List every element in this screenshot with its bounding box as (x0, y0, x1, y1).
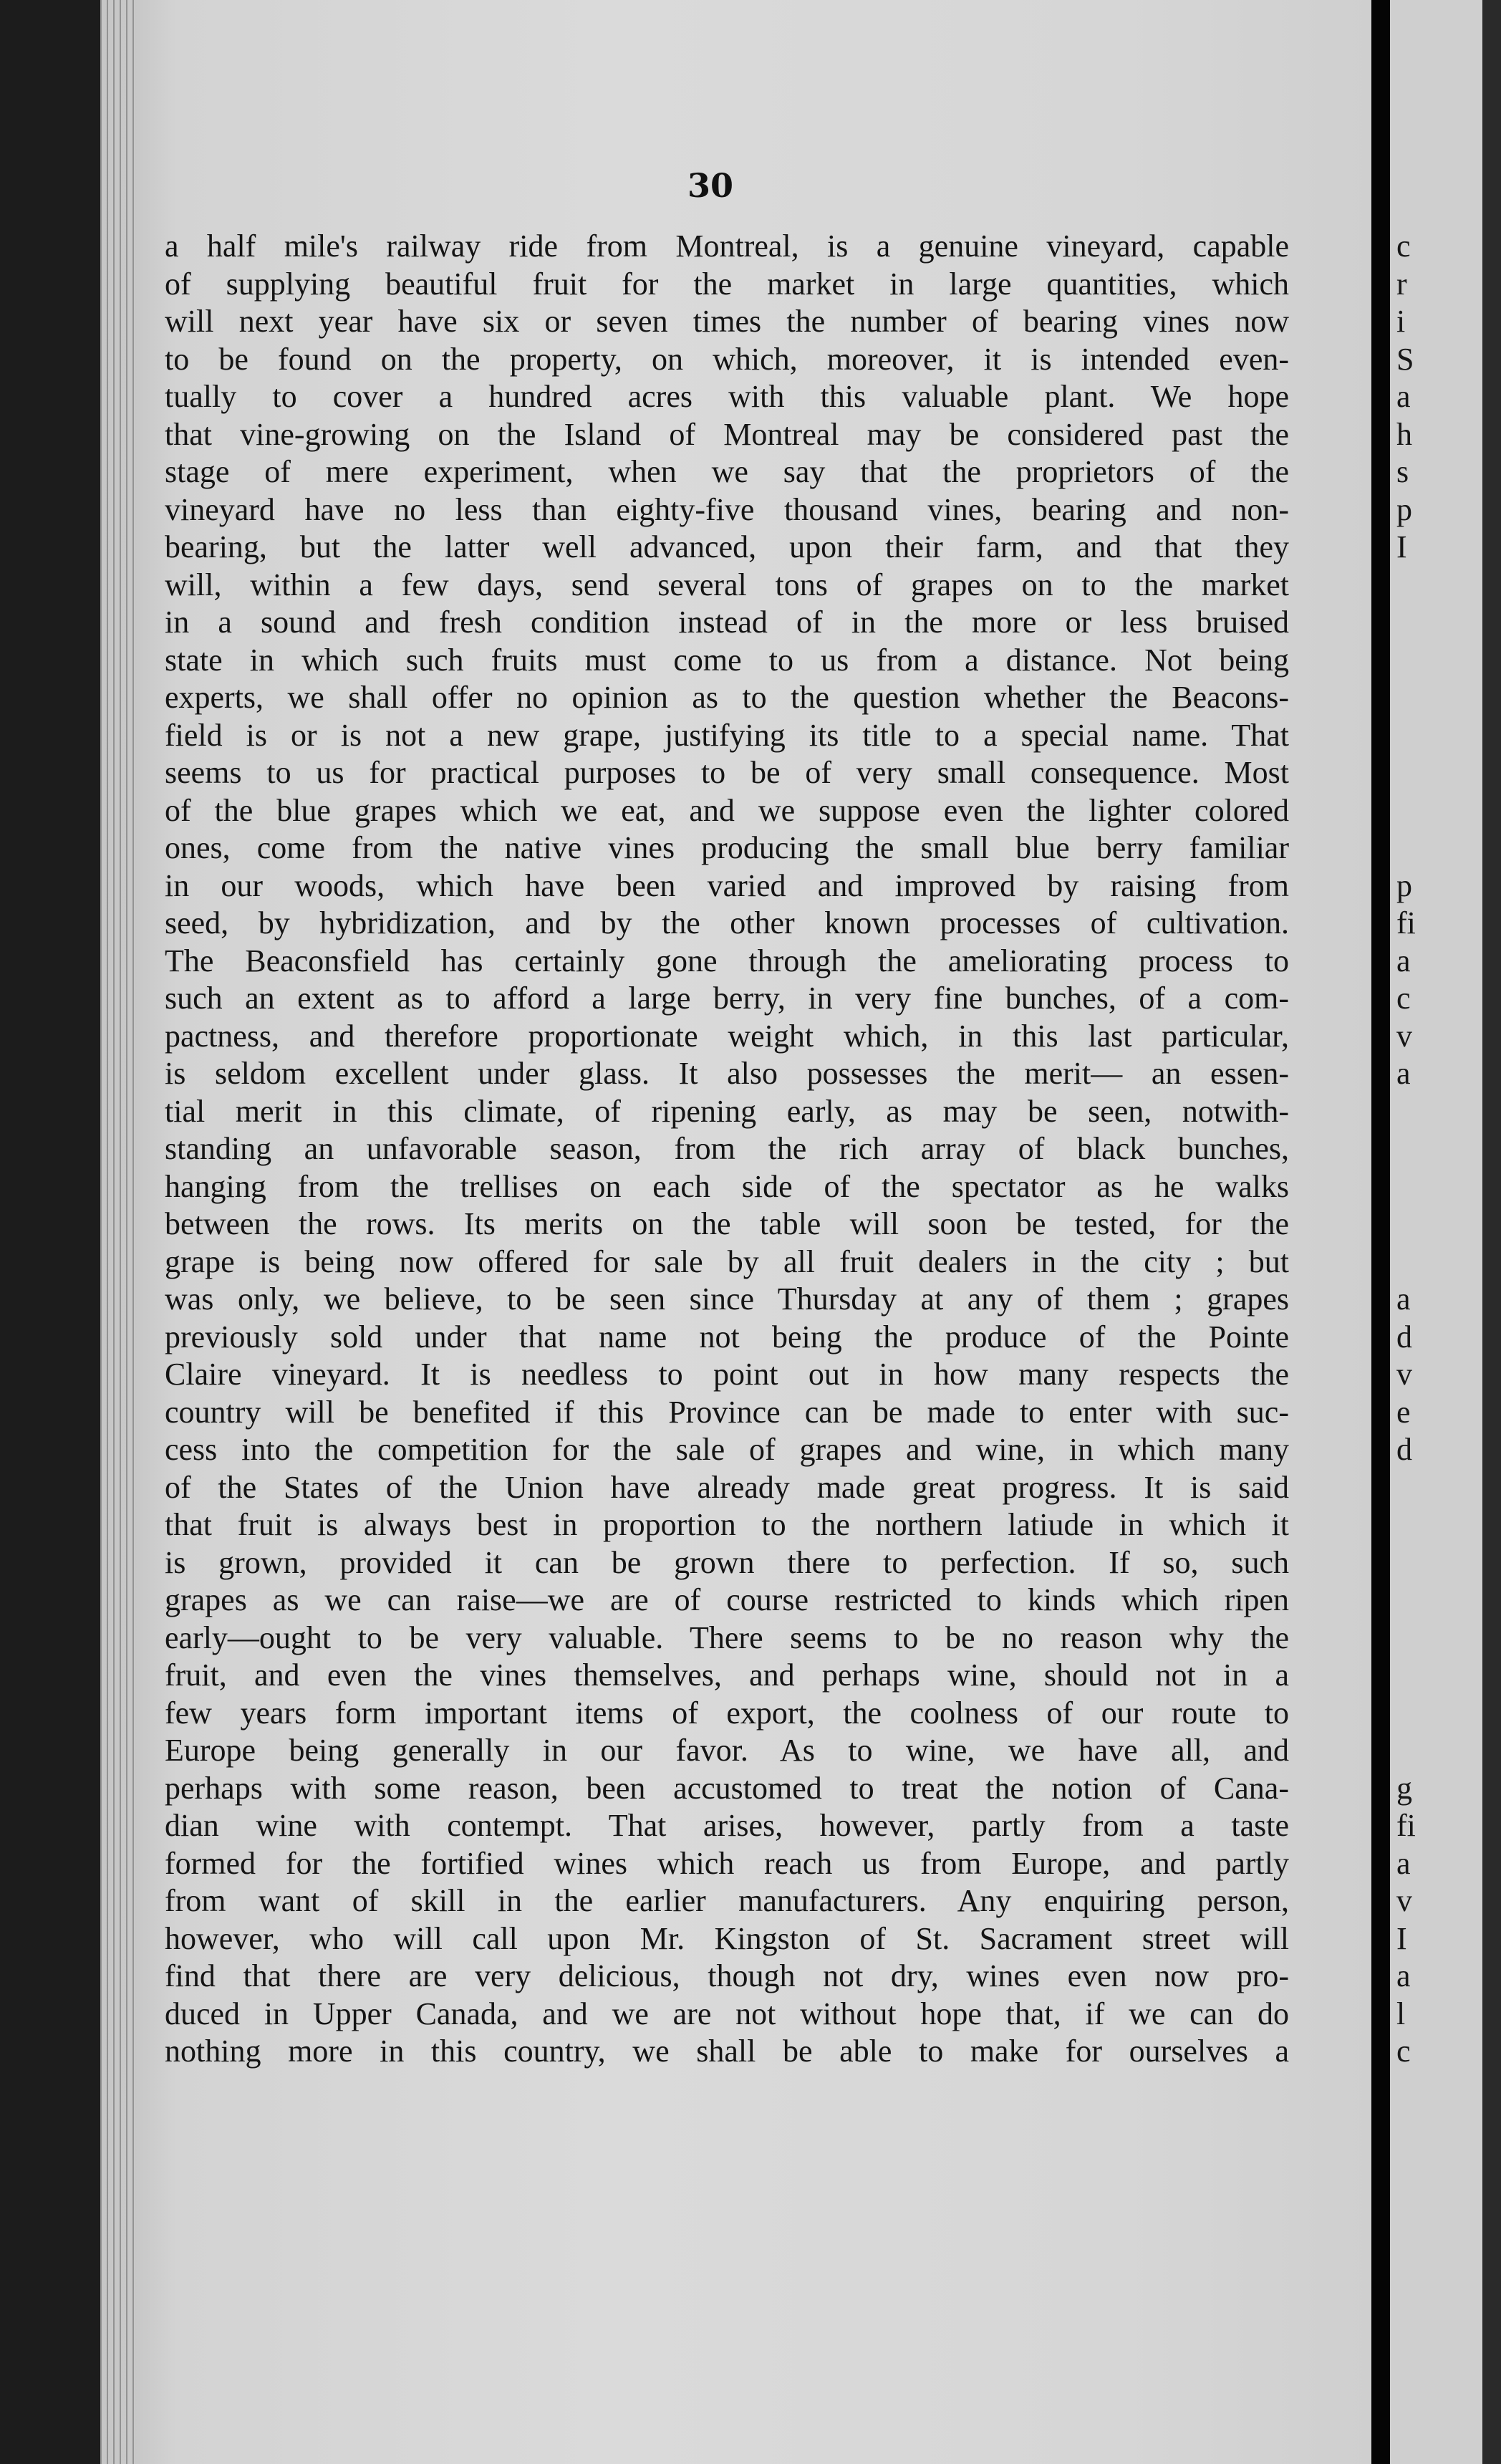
text-line: cess into the competition for the sale of grapes and wine, in which many (165, 1432, 1289, 1467)
text-line: pactness, and therefore proportionate weight which, in this last particular, (165, 1018, 1289, 1054)
text-line: country will be benefited if this Province can be made to enter with suc- (165, 1394, 1289, 1430)
text-line: from want of skill in the earlier manufacturers. Any enquiring person, (165, 1883, 1289, 1918)
text-line: that fruit is always best in proportion to the northern latiude in which it (165, 1507, 1289, 1542)
text-line: bearing, but the latter well advanced, upon their farm, and that they (165, 529, 1289, 564)
text-line: Europe being generally in our favor. As to wine, we have all, and (165, 1733, 1289, 1768)
text-line: is grown, provided it can be grown there to perfection. If so, such (165, 1544, 1289, 1580)
text-line: will, within a few days, send several tons of grapes on to the market (165, 567, 1289, 602)
text-line: in a sound and fresh condition instead of in the more or less bruised (165, 605, 1289, 640)
margin-letter: d (1396, 1319, 1412, 1354)
margin-letter: a (1396, 1056, 1411, 1091)
margin-letter: g (1396, 1770, 1412, 1806)
text-line: however, who will call upon Mr. Kingston of St. Sacrament street will (165, 1920, 1289, 1956)
margin-letter: r (1396, 266, 1407, 302)
margin-letter: c (1396, 2034, 1411, 2069)
margin-letter: I (1396, 529, 1407, 564)
text-line: grape is being now offered for sale by all fruit dealers in the city ; but (165, 1243, 1289, 1279)
margin-letter: I (1396, 1920, 1407, 1956)
text-line: tial merit in this climate, of ripening early, as may be seen, notwith- (165, 1093, 1289, 1129)
text-line: find that there are very delicious, though not dry, wines even now pro- (165, 1958, 1289, 1993)
margin-letter: s (1396, 454, 1409, 489)
text-line: seems to us for practical purposes to be of very small consequence. Most (165, 755, 1289, 790)
text-line: seed, by hybridization, and by the other known processes of cultivation. (165, 905, 1289, 940)
margin-letter: h (1396, 416, 1412, 452)
text-line: tually to cover a hundred acres with this valuable plant. We hope (165, 379, 1289, 414)
margin-letter: a (1396, 1281, 1411, 1317)
text-line: such an extent as to afford a large berry, in very fine bunches, of a com- (165, 981, 1289, 1016)
text-line: that vine-growing on the Island of Montreal may be considered past the (165, 416, 1289, 452)
text-line: nothing more in this country, we shall be able to make for ourselves a (165, 2034, 1289, 2069)
text-line: was only, we believe, to be seen since Thursday at any of them ; grapes (165, 1281, 1289, 1317)
text-line: a half mile's railway ride from Montreal, is a genuine vineyard, capable (165, 228, 1289, 264)
margin-letter: p (1396, 491, 1412, 527)
margin-letter: v (1396, 1883, 1412, 1918)
text-line: between the rows. Its merits on the table will soon be tested, for the (165, 1206, 1289, 1241)
page-number: 30 (687, 166, 734, 205)
text-line: fruit, and even the vines themselves, and perhaps wine, should not in a (165, 1657, 1289, 1693)
text-line: experts, we shall offer no opinion as to the question whether the Beacons- (165, 680, 1289, 715)
text-line: hanging from the trellises on each side of the spectator as he walks (165, 1168, 1289, 1204)
margin-letter: p (1396, 867, 1412, 903)
text-line: few years form important items of export, the coolness of our route to (165, 1695, 1289, 1731)
text-line: stage of mere experiment, when we say that the proprietors of the (165, 454, 1289, 489)
margin-letter: c (1396, 228, 1411, 264)
text-line: to be found on the property, on which, moreover, it is intended even- (165, 341, 1289, 377)
text-line: dian wine with contempt. That arises, however, partly from a taste (165, 1808, 1289, 1843)
text-line: ones, come from the native vines producing the small blue berry familiar (165, 830, 1289, 865)
page-edges (100, 0, 135, 2464)
text-line: formed for the fortified wines which reach us from Europe, and partly (165, 1845, 1289, 1881)
margin-letter: a (1396, 1958, 1411, 1993)
text-line: will next year have six or seven times the number of bearing vines now (165, 304, 1289, 339)
text-line: state in which such fruits must come to us from a distance. Not being (165, 642, 1289, 678)
margin-letter: a (1396, 943, 1411, 978)
margin-letter: S (1396, 341, 1414, 377)
margin-letter: c (1396, 981, 1411, 1016)
text-line: Claire vineyard. It is needless to point out in how many respects the (165, 1357, 1289, 1392)
text-line: The Beaconsfield has certainly gone through the ameliorating process to (165, 943, 1289, 978)
margin-letter: fi (1396, 1808, 1416, 1843)
text-line: of supplying beautiful fruit for the market in large quantities, which (165, 266, 1289, 302)
article-body (165, 228, 1289, 2071)
margin-letter: a (1396, 1845, 1411, 1881)
margin-letter: l (1396, 1996, 1406, 2031)
margin-letter: v (1396, 1357, 1412, 1392)
margin-letter: v (1396, 1018, 1412, 1054)
text-line: perhaps with some reason, been accustomed to treat the notion of Cana- (165, 1770, 1289, 1806)
text-line: vineyard have no less than eighty-five thousand vines, bearing and non- (165, 491, 1289, 527)
text-line: early—ought to be very valuable. There seems to be no reason why the (165, 1620, 1289, 1655)
margin-letter: d (1396, 1432, 1412, 1467)
text-line: is seldom excellent under glass. It also possesses the merit— an essen- (165, 1056, 1289, 1091)
text-line: grapes as we can raise—we are of course restricted to kinds which ripen (165, 1582, 1289, 1617)
text-line: standing an unfavorable season, from the rich array of black bunches, (165, 1131, 1289, 1166)
text-line: in our woods, which have been varied and improved by raising from (165, 867, 1289, 903)
text-line: previously sold under that name not being the produce of the Pointe (165, 1319, 1289, 1354)
book-gutter (1371, 0, 1390, 2464)
text-line: duced in Upper Canada, and we are not without hope that, if we can do (165, 1996, 1289, 2031)
text-line: field is or is not a new grape, justifying its title to a special name. That (165, 717, 1289, 753)
margin-letter: i (1396, 304, 1406, 339)
margin-letter: e (1396, 1394, 1411, 1430)
facing-page-edge (1482, 0, 1501, 2464)
margin-letter: fi (1396, 905, 1416, 940)
text-line: of the States of the Union have already made great progress. It is said (165, 1469, 1289, 1505)
text-line: of the blue grapes which we eat, and we suppose even the lighter colored (165, 792, 1289, 828)
margin-letter: a (1396, 379, 1411, 414)
